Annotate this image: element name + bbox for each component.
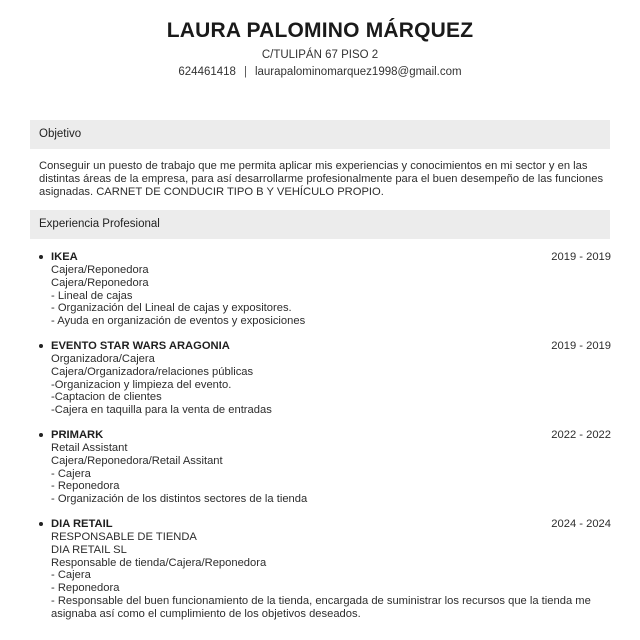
resume-header: [0, 0, 640, 79]
bullet-icon: [39, 433, 43, 437]
job-dates: 2022 - 2022: [551, 428, 611, 441]
experience-section-title: Experiencia Profesional: [30, 210, 610, 239]
email: laurapalominomarquez1998@gmail.com: [254, 66, 462, 78]
job-detail-line: - Organización del Lineal de cajas y expositores.: [51, 302, 292, 315]
job-detail-line: - Organización de los distintos sectores de la tienda: [51, 493, 308, 506]
job-detail-line: -Captacion de clientes: [51, 391, 162, 404]
bullet-icon: [39, 255, 43, 259]
experience-list: [39, 251, 611, 633]
job-dates: 2019 - 2019: [551, 339, 611, 352]
job-detail-line: -Organizacion y limpieza del evento.: [51, 378, 232, 391]
job-company: IKEA: [51, 251, 78, 263]
job-detail-line: Cajera/Reponedora: [51, 264, 149, 276]
job-detail-line: -Cajera en taquilla para la venta de entradas: [51, 404, 272, 417]
job-detail-line: - Responsable del buen funcionamiento de la tienda, encargada de suministrar los recursos que la tienda me asignaba así como el cumplimiento de los objetivos deseados.: [51, 594, 591, 620]
job-detail-line: - Lineal de cajas: [51, 289, 133, 302]
bullet-icon: [39, 344, 43, 348]
job-company: DIA RETAIL: [51, 517, 113, 530]
job-detail-line: - Cajera: [51, 569, 91, 582]
job-dates: 2024 - 2024: [551, 517, 611, 530]
job-entry: [39, 518, 611, 621]
phone: 624461418: [178, 66, 236, 78]
contact-separator: |: [243, 66, 247, 78]
job-company: PRIMARK: [51, 428, 104, 441]
job-detail-line: Cajera/Reponedora: [51, 276, 149, 289]
job-detail-line: Retail Assistant: [51, 441, 128, 454]
job-detail-line: - Reponedora: [51, 582, 120, 595]
job-detail-line: Responsable de tienda/Cajera/Reponedora: [51, 556, 267, 569]
candidate-name: LAURA PALOMINO MÁRQUEZ: [166, 19, 474, 42]
job-detail-line: Cajera/Organizadora/relaciones públicas: [51, 365, 254, 378]
job-entry: [39, 429, 611, 506]
contact-line: [0, 65, 640, 79]
job-detail-line: - Reponedora: [51, 480, 120, 493]
job-entry: [39, 340, 611, 417]
job-dates: 2019 - 2019: [551, 251, 611, 263]
objective-section-title: Objetivo: [30, 120, 610, 149]
job-detail-line: - Ayuda en organización de eventos y exposiciones: [51, 315, 306, 328]
job-detail-line: DIA RETAIL SL: [51, 543, 127, 556]
job-detail-line: - Cajera: [51, 467, 91, 480]
job-detail-line: RESPONSABLE DE TIENDA: [51, 530, 197, 543]
job-entry: [39, 251, 611, 328]
job-detail-line: Cajera/Reponedora/Retail Assitant: [51, 454, 223, 467]
objective-text: Conseguir un puesto de trabajo que me permita aplicar mis experiencias y conocimientos en mi sector y en las distintas áreas de la empresa, para así desarrollarme profesionalmente para el buen desempeño de las funciones asignadas. CARNET DE CONDUCIR TIPO B Y VEHÍCULO PROPIO.: [39, 160, 604, 198]
address: C/TULIPÁN 67 PISO 2: [261, 49, 379, 61]
job-detail-line: Organizadora/Cajera: [51, 352, 155, 365]
job-company: EVENTO STAR WARS ARAGONIA: [51, 339, 230, 352]
bullet-icon: [39, 522, 43, 526]
